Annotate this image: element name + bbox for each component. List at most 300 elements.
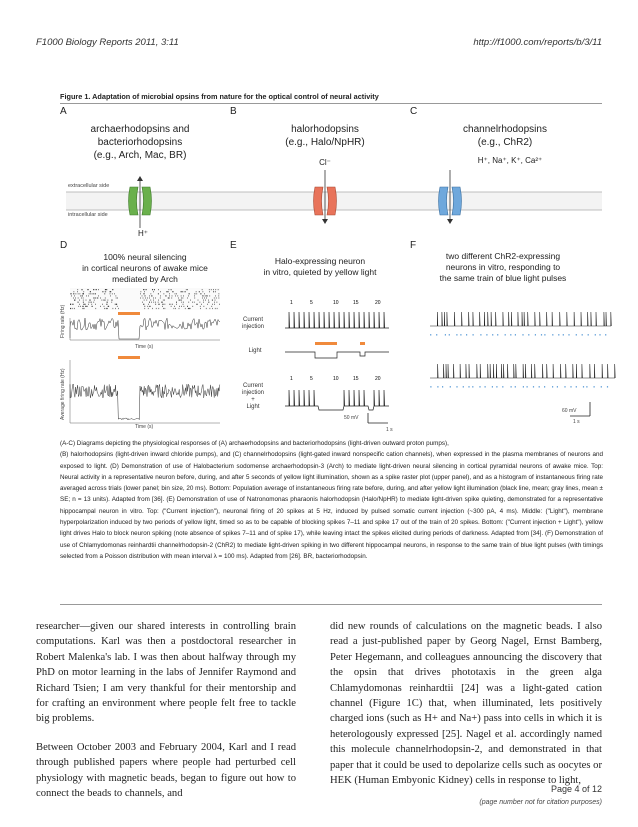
raster-spike	[79, 306, 80, 307]
raster-spike	[116, 295, 117, 296]
raster-spike	[97, 297, 98, 298]
panel-d-xlabel-top: Time (s)	[135, 344, 154, 350]
raster-spike	[88, 295, 89, 296]
blue-light-pulses-2	[430, 386, 608, 388]
raster-spike	[82, 295, 83, 296]
raster-spike	[202, 297, 203, 298]
raster-spike	[112, 302, 113, 303]
raster-spike	[176, 302, 177, 303]
blue-light-pulse	[605, 334, 606, 336]
panel-a-line2: bacteriorhodopsins	[97, 137, 183, 148]
raster-spike	[89, 300, 90, 301]
raster-spike	[150, 306, 151, 307]
light-trace	[285, 352, 389, 358]
journal-header: F1000 Biology Reports 2011, 3:11	[36, 37, 179, 48]
raster-spike	[200, 308, 201, 309]
panel-e-line1: Halo-expressing neuron	[274, 256, 366, 266]
body-column-right	[330, 619, 602, 801]
raster-spike	[106, 308, 107, 309]
raster-spike	[180, 300, 181, 301]
raster-spike	[70, 293, 71, 294]
spike-tick-label: 20	[375, 300, 381, 306]
raster-spike	[79, 304, 80, 305]
raster-spike	[197, 304, 198, 305]
raster-spike	[79, 300, 80, 301]
raster-spike	[110, 293, 111, 294]
raster-spike	[160, 291, 161, 292]
blue-light-pulse	[515, 334, 516, 336]
blue-light-pulse	[564, 386, 565, 388]
raster-spike	[167, 291, 168, 292]
body-paragraph: researcher—given our shared interests in controlling brain computations. Karl was then a postdoctoral researcher in Robert Malenka's lab. I was then about halfway through my PhD on motor learning in the labs of Jennifer Raymond and Richard Tsien; I am very thankful for their mentorship and for crafting an environment where people felt free to tackle big problems.	[36, 621, 296, 725]
raster-spike	[200, 302, 201, 303]
panel-e-scale-t: 1 s	[386, 427, 393, 433]
blue-light-pulse	[544, 334, 545, 336]
raster-spike	[153, 291, 154, 292]
figure-caption	[60, 438, 603, 562]
raster-spike	[212, 308, 213, 309]
panel-b-title	[260, 123, 390, 149]
raster-spike	[209, 291, 210, 292]
raster-spike	[147, 297, 148, 298]
blue-light-pulse	[528, 334, 529, 336]
raster-spike	[70, 304, 71, 305]
raster-spike	[179, 300, 180, 301]
blue-light-pulse	[541, 334, 542, 336]
blue-light-pulse	[472, 386, 473, 388]
raster-spike	[166, 295, 167, 296]
yellow-light-bar-bottom	[118, 356, 140, 359]
yellow-light-bar-top	[118, 312, 140, 315]
raster-spike	[156, 308, 157, 309]
raster-spike	[98, 289, 99, 290]
raster-spike	[90, 302, 91, 303]
blue-light-pulse	[430, 386, 431, 388]
raster-spike	[90, 291, 91, 292]
raster-spike	[158, 302, 159, 303]
raster-spike	[175, 308, 176, 309]
raster-spike	[73, 304, 74, 305]
raster-spike	[116, 297, 117, 298]
raster-spike	[105, 300, 106, 301]
raster-spike	[214, 302, 215, 303]
raster-spike	[183, 297, 184, 298]
raster-spike	[84, 291, 85, 292]
panel-e-cip-1: Current	[242, 383, 263, 389]
raster-spike	[104, 306, 105, 307]
blue-light-pulse	[436, 334, 437, 336]
panel-e-cip-4: Light	[246, 404, 260, 410]
raster-spike	[112, 293, 113, 294]
raster-spike	[95, 293, 96, 294]
blue-light-pulse	[552, 386, 553, 388]
raster-spike	[207, 304, 208, 305]
raster-spike	[145, 297, 146, 298]
panel-c-line1: channelrhodopsins	[463, 124, 547, 135]
blue-light-pulse	[480, 334, 481, 336]
chr2-trace-2	[430, 364, 615, 378]
panel-f-line2: neurons in vitro, responding to	[445, 262, 561, 272]
raster-spike	[83, 293, 84, 294]
raster-spike	[205, 300, 206, 301]
blue-light-pulse	[563, 334, 564, 336]
raster-spike	[94, 300, 95, 301]
body-column-left	[36, 619, 296, 814]
raster-spike	[181, 300, 182, 301]
raster-spike	[172, 304, 173, 305]
raster-spike	[181, 297, 182, 298]
raster-spike	[100, 306, 101, 307]
blue-light-pulse	[558, 334, 559, 336]
panel-a-line3: (e.g., Arch, Mac, BR)	[93, 150, 187, 161]
raster-spike	[219, 304, 220, 305]
figure-top-rule	[60, 103, 602, 104]
blue-light-pulse	[544, 386, 545, 388]
raster-spike	[149, 302, 150, 303]
panel-b-line1: halorhodopsins	[291, 124, 359, 135]
raster-spike	[154, 302, 155, 303]
blue-light-pulse	[502, 386, 503, 388]
spike-tick-labels-bottom	[290, 376, 381, 382]
raster-spike	[210, 308, 211, 309]
raster-spike	[83, 300, 84, 301]
raster-spike	[83, 302, 84, 303]
raster-spike	[145, 289, 146, 290]
current-injection-trace	[285, 312, 389, 328]
blue-light-pulse	[539, 386, 540, 388]
blue-light-pulse	[486, 334, 487, 336]
panel-d-title	[70, 252, 220, 285]
raster-spike	[203, 300, 204, 301]
blue-light-pulse	[583, 386, 584, 388]
blue-light-pulse	[595, 334, 596, 336]
membrane-extracellular: extracellular side	[68, 183, 110, 189]
raster-spike	[92, 293, 93, 294]
spike-tick-label: 10	[333, 300, 339, 306]
panel-b-ion: Cl⁻	[319, 158, 331, 167]
spike-tick-label: 10	[333, 376, 339, 382]
raster-spike	[113, 289, 114, 290]
panel-e-label-ci	[238, 317, 268, 331]
raster-spike	[90, 300, 91, 301]
blue-light-pulse	[473, 334, 474, 336]
panel-e-ci-1: Current	[242, 317, 263, 323]
raster-spike	[93, 297, 94, 298]
raster-spike	[84, 304, 85, 305]
raster-spike	[184, 291, 185, 292]
raster-spike	[178, 297, 179, 298]
raster-spike	[215, 291, 216, 292]
raster-spike	[71, 293, 72, 294]
spike-tick-label: 5	[310, 376, 313, 382]
raster-spike	[186, 289, 187, 290]
panel-f-scale-t: 1 s	[573, 419, 580, 425]
panel-e-title	[250, 256, 390, 278]
raster-spike	[88, 289, 89, 290]
panel-label-c: C	[410, 106, 418, 117]
raster-spike	[107, 289, 108, 290]
spike-tick-labels-top	[290, 300, 381, 306]
raster-spike	[107, 308, 108, 309]
raster-spike	[207, 295, 208, 296]
blue-light-pulse	[607, 386, 608, 388]
raster-spike	[114, 293, 115, 294]
raster-spike	[152, 295, 153, 296]
raster-spike	[193, 306, 194, 307]
raster-spike	[107, 302, 108, 303]
raster-spike	[179, 306, 180, 307]
raster-spike	[87, 289, 88, 290]
url-header: http://f1000.com/reports/b/3/11	[473, 37, 602, 48]
raster-spike	[154, 289, 155, 290]
blue-light-pulse	[594, 386, 595, 388]
panel-label-e: E	[230, 240, 237, 251]
raster-spike	[165, 308, 166, 309]
raster-spike	[187, 306, 188, 307]
blue-light-pulse	[445, 334, 446, 336]
panel-e-cip-2: injection	[241, 390, 264, 396]
raster-spike	[88, 304, 89, 305]
spike-tick-label: 5	[310, 300, 313, 306]
raster-spike	[162, 302, 163, 303]
panel-label-b: B	[230, 106, 237, 117]
histogram-trace	[70, 318, 220, 339]
panel-c-title	[435, 123, 575, 149]
raster-spike	[83, 297, 84, 298]
panel-c-line2: (e.g., ChR2)	[477, 137, 533, 148]
raster-spike	[110, 295, 111, 296]
raster-spike	[181, 295, 182, 296]
raster-spike	[206, 308, 207, 309]
raster-spike	[160, 295, 161, 296]
raster-spike	[96, 308, 97, 309]
raster-spike	[156, 304, 157, 305]
raster-spike	[176, 293, 177, 294]
raster-spike	[212, 300, 213, 301]
raster-spike	[200, 293, 201, 294]
raster-spike	[83, 304, 84, 305]
blue-light-pulse	[505, 334, 506, 336]
raster-spike	[169, 295, 170, 296]
raster-spike	[93, 289, 94, 290]
raster-spike	[98, 297, 99, 298]
spike-tick-label: 1	[290, 376, 293, 382]
raster-spike	[159, 304, 160, 305]
raster-spike	[192, 302, 193, 303]
membrane-intracellular: intracellular side	[68, 212, 108, 218]
raster-spike	[76, 293, 77, 294]
raster-spike	[140, 297, 141, 298]
raster-spike	[216, 297, 217, 298]
spike-tick-label: 1	[290, 300, 293, 306]
raster-spike	[198, 300, 199, 301]
raster-spike	[104, 291, 105, 292]
raster-spike	[111, 291, 112, 292]
raster-spike	[171, 289, 172, 290]
raster-spike	[80, 293, 81, 294]
raster-spike	[143, 304, 144, 305]
raster-spike	[108, 306, 109, 307]
raster-spike	[144, 291, 145, 292]
raster-spike	[71, 295, 72, 296]
raster-spike	[164, 300, 165, 301]
raster-spike	[203, 295, 204, 296]
blue-light-pulse	[497, 334, 498, 336]
raster-spike	[216, 289, 217, 290]
raster-spike	[155, 297, 156, 298]
raster-spike	[219, 293, 220, 294]
raster-spike	[158, 304, 159, 305]
raster-spike	[158, 289, 159, 290]
raster-spike	[74, 300, 75, 301]
panel-e-line2: in vitro, quieted by yellow light	[263, 267, 377, 277]
panel-d-ylabel-top: Firing rate (Hz)	[60, 304, 66, 338]
raster-spike	[196, 304, 197, 305]
raster-spike	[81, 297, 82, 298]
raster-spike	[179, 308, 180, 309]
raster-spike	[153, 297, 154, 298]
blue-light-pulse	[515, 386, 516, 388]
blue-light-pulse	[588, 334, 589, 336]
blue-light-pulses-1	[430, 334, 606, 336]
raster-spike	[204, 297, 205, 298]
chr2-trace-1	[430, 312, 611, 326]
raster-spike	[78, 289, 79, 290]
raster-spike	[184, 306, 185, 307]
raster-spike	[74, 295, 75, 296]
raster-spike	[86, 295, 87, 296]
raster-spike	[146, 289, 147, 290]
raster-spike	[185, 291, 186, 292]
raster-spike	[162, 304, 163, 305]
raster-spike	[162, 306, 163, 307]
raster-spike	[117, 304, 118, 305]
blue-light-pulse	[479, 386, 480, 388]
blue-light-pulse	[496, 386, 497, 388]
arch-pump-icon	[129, 176, 152, 228]
raster-spike	[149, 295, 150, 296]
opsin-membrane-diagram	[60, 170, 602, 230]
blue-light-pulse	[570, 386, 571, 388]
raster-spike	[140, 293, 141, 294]
raster-spike	[118, 308, 119, 309]
raster-spike	[182, 291, 183, 292]
raster-spike	[151, 293, 152, 294]
raster-spike	[102, 300, 103, 301]
blue-light-pulse	[468, 386, 469, 388]
raster-spike	[80, 306, 81, 307]
panel-d-xlabel-bottom: Time (s)	[135, 424, 154, 430]
raster-spike	[145, 306, 146, 307]
raster-spike	[105, 289, 106, 290]
raster-spike	[87, 306, 88, 307]
raster-spike	[105, 293, 106, 294]
blue-light-pulse	[450, 386, 451, 388]
raster-spike	[86, 306, 87, 307]
raster-spike	[105, 297, 106, 298]
blue-light-pulse	[557, 386, 558, 388]
raster-spike	[83, 308, 84, 309]
raster-spike	[95, 297, 96, 298]
raster-spike	[217, 302, 218, 303]
spike-tick-label: 15	[353, 376, 359, 382]
blue-light-pulse	[463, 386, 464, 388]
raster-spike	[82, 295, 83, 296]
raster-spike	[152, 308, 153, 309]
raster-spike	[197, 293, 198, 294]
raster-spike	[78, 302, 79, 303]
blue-light-pulse	[522, 334, 523, 336]
panel-f-line3: the same train of blue light pulses	[439, 273, 567, 283]
raster-spike	[91, 302, 92, 303]
raster-spike	[86, 300, 87, 301]
raster-spike	[200, 306, 201, 307]
blue-light-pulse	[492, 334, 493, 336]
raster-spike	[214, 291, 215, 292]
raster-spike	[98, 295, 99, 296]
raster-spike	[106, 289, 107, 290]
panel-label-a: A	[60, 106, 67, 117]
raster-spike	[82, 293, 83, 294]
raster-spike	[201, 304, 202, 305]
raster-spike	[95, 304, 96, 305]
raster-spike	[182, 302, 183, 303]
blue-light-pulse	[599, 334, 600, 336]
raster-spike	[175, 295, 176, 296]
blue-light-pulse	[535, 334, 536, 336]
raster-spike	[102, 304, 103, 305]
blue-light-pulse	[460, 334, 461, 336]
blue-light-pulse	[456, 386, 457, 388]
raster-spike	[72, 304, 73, 305]
raster-spike	[181, 291, 182, 292]
raster-spike	[155, 302, 156, 303]
raster-spike	[172, 295, 173, 296]
raster-spike	[158, 293, 159, 294]
caption-body: (B) halorhodopsins (light-driven inward chloride pumps), and (C) channelrhodopsins (light-gated inward nonspecific cation channels), when expressed in the plasma membranes of neurons and exposed to light. (D) Demonstration of use of Halobacterium sodomense archaerhodopsin-3 (Arch) to mediate light-driven neural silencing in cortical pyramidal neurons of awake mice. Top: Neural activity in a representative neuron before, during, and after 5 seconds of yellow light illumination, shown as a spike raster plot (upper panel), and as a histogram of instantaneous firing rate averaged across trials (lower panel; bin size, 20 ms). Bottom: Population average of instantaneous firing rate before, during, and after yellow light illumination (black line, mean; gray lines, mean ± SE; n = 13 units). Adapted from [36]. (E) Demonstration of use of Natronomonas pharaonis halorhodopsin (Halo/NpHR) to mediate light-driven spike quieting, demonstrated for a representative hippocampal neuron in vitro. Top: ("Current injection"), neuronal firing of 20 spikes at 5 Hz, induced by pulsed somatic current injection (~300 pA, 4 ms). Middle: ("Light"), membrane hyperpolarization induced by two periods of yellow light, timed so as to be capable of blocking spikes 7–11 and spike 17 out of the train of 20 spikes. Bottom: ("Current injection + Light"), yellow light drives Halo to block neuron spiking (note absence of spikes 7–11 and of spike 17), while leaving intact the spikes elicited during periods of darkness. Adapted from [34]. (F) Demonstration of use of Chlamydomonas reinhardtii channelrhodopsin-2 (ChR2) to mediate light-driven spiking in two different hippocampal neurons, in response to the same train of blue light pulses (with timings selected from a Poisson distribution with mean interval λ = 100 ms). Adapted from [26]. BR, bacteriorhodopsin.	[60, 451, 603, 560]
raster-spike	[95, 297, 96, 298]
raster-spike	[73, 297, 74, 298]
raster-spike	[115, 308, 116, 309]
panel-e-scale-v: 50 mV	[344, 415, 359, 421]
blue-light-pulse	[568, 334, 569, 336]
panel-e-cip-3: +	[251, 397, 255, 403]
raster-spike	[92, 306, 93, 307]
raster-spike	[74, 291, 75, 292]
raster-spike	[215, 308, 216, 309]
raster-spike	[94, 302, 95, 303]
raster-spike	[84, 308, 85, 309]
raster-spike	[158, 300, 159, 301]
raster-spike	[217, 308, 218, 309]
raster-spike	[108, 300, 109, 301]
raster-spike	[211, 289, 212, 290]
raster-spike	[102, 291, 103, 292]
raster-spike	[78, 297, 79, 298]
raster-spike	[73, 308, 74, 309]
blue-light-pulse	[523, 386, 524, 388]
raster-spike	[113, 308, 114, 309]
raster-spike	[159, 308, 160, 309]
raster-spike	[172, 297, 173, 298]
spike-tick-label: 20	[375, 376, 381, 382]
raster-spike	[183, 295, 184, 296]
raster-spike	[94, 289, 95, 290]
raster-spike	[176, 304, 177, 305]
raster-spike	[142, 295, 143, 296]
raster-spike	[187, 297, 188, 298]
raster-spike	[204, 293, 205, 294]
